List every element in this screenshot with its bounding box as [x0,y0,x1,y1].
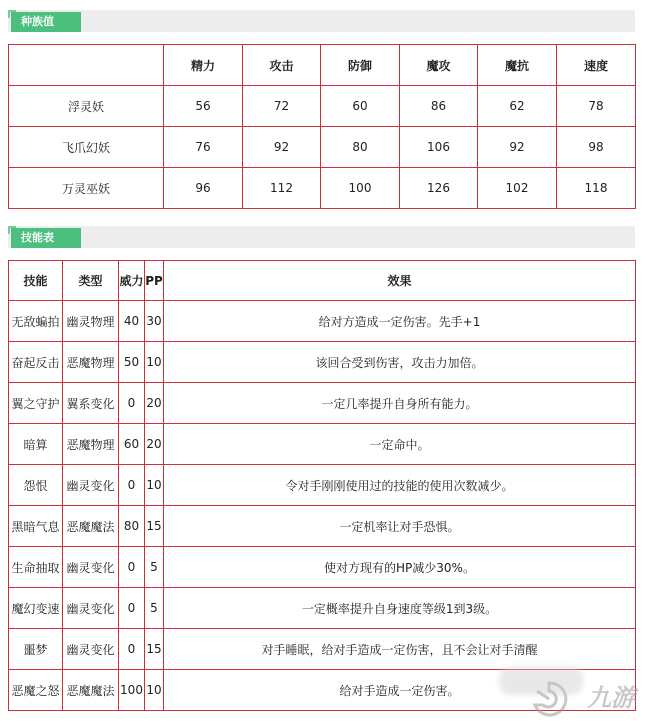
skills-section-header [8,226,635,248]
table-cell: 100 [321,168,400,209]
table-cell: 80 [321,127,400,168]
table-cell: 86 [400,86,478,127]
table-cell: 恶魔物理 [63,424,119,465]
table-cell: 0 [119,629,145,670]
table-cell: 15 [145,506,164,547]
column-header: 技能 [9,261,63,301]
table-cell: 一定概率提升自身速度等级1到3级。 [164,588,636,629]
table-cell: 100 [119,670,145,711]
table-cell: 奋起反击 [9,342,63,383]
base-stats-table [8,44,636,209]
table-cell: 102 [478,168,557,209]
table-cell: 翼之守护 [9,383,63,424]
table-cell: 怨恨 [9,465,63,506]
table-cell: 幽灵变化 [63,629,119,670]
table-cell: 幽灵变化 [63,588,119,629]
table-row [9,465,636,506]
table-row [9,547,636,588]
table-cell: 幽灵变化 [63,547,119,588]
table-header-row [9,45,636,86]
column-header: 威力 [119,261,145,301]
table-cell: 40 [119,301,145,342]
table-cell: 噩梦 [9,629,63,670]
table-cell: 15 [145,629,164,670]
table-row [9,86,636,127]
table-cell: 10 [145,670,164,711]
table-cell: 10 [145,465,164,506]
table-row [9,588,636,629]
table-row [9,342,636,383]
table-cell: 76 [164,127,243,168]
table-cell: 0 [119,383,145,424]
table-cell: 10 [145,342,164,383]
table-row [9,127,636,168]
table-cell: 72 [243,86,321,127]
column-header: 攻击 [243,45,321,86]
table-cell: 黑暗气息 [9,506,63,547]
table-cell: 106 [400,127,478,168]
table-cell: 一定机率让对手恐惧。 [164,506,636,547]
table-cell: 80 [119,506,145,547]
column-header: 魔攻 [400,45,478,86]
table-cell: 60 [321,86,400,127]
column-header: 防御 [321,45,400,86]
column-header: PP [145,261,164,301]
table-cell: 92 [243,127,321,168]
table-cell: 20 [145,424,164,465]
skills-section-title: 技能表 [11,228,81,248]
table-cell: 无敌蝙拍 [9,301,63,342]
table-cell: 生命抽取 [9,547,63,588]
table-cell: 5 [145,547,164,588]
table-row [9,301,636,342]
table-cell: 暗算 [9,424,63,465]
column-header [9,45,164,86]
table-cell: 幽灵变化 [63,465,119,506]
table-cell: 浮灵妖 [9,86,164,127]
stats-section-header [8,10,635,32]
table-cell: 翼系变化 [63,383,119,424]
watermark-text: 九游 [587,684,635,712]
table-cell: 一定几率提升自身所有能力。 [164,383,636,424]
table-cell: 幽灵物理 [63,301,119,342]
column-header: 效果 [164,261,636,301]
table-cell: 20 [145,383,164,424]
table-cell: 飞爪幻妖 [9,127,164,168]
table-cell: 恶魔之怒 [9,670,63,711]
table-cell: 60 [119,424,145,465]
table-cell: 恶魔魔法 [63,506,119,547]
table-cell: 62 [478,86,557,127]
table-cell: 该回合受到伤害，攻击力加倍。 [164,342,636,383]
skills-table [8,260,636,711]
table-row [9,168,636,209]
table-row [9,383,636,424]
table-cell: 78 [557,86,636,127]
table-cell: 对手睡眠，给对手造成一定伤害，且不会让对手清醒 [164,629,636,670]
table-cell: 给对手造成一定伤害。 [164,670,636,711]
table-header-row [9,261,636,301]
table-cell: 0 [119,547,145,588]
table-cell: 118 [557,168,636,209]
table-row [9,506,636,547]
stats-section-title: 种族值 [11,12,81,32]
table-cell: 96 [164,168,243,209]
watermark [489,659,639,719]
table-cell: 给对方造成一定伤害。先手+1 [164,301,636,342]
table-cell: 30 [145,301,164,342]
table-cell: 112 [243,168,321,209]
table-cell: 50 [119,342,145,383]
table-cell: 恶魔物理 [63,342,119,383]
table-cell: 恶魔魔法 [63,670,119,711]
table-cell: 0 [119,465,145,506]
table-cell: 魔幻变速 [9,588,63,629]
column-header: 魔抗 [478,45,557,86]
column-header: 精力 [164,45,243,86]
table-cell: 56 [164,86,243,127]
table-cell: 使对方现有的HP减少30%。 [164,547,636,588]
table-cell: 5 [145,588,164,629]
table-cell: 126 [400,168,478,209]
table-cell: 一定命中。 [164,424,636,465]
jiuyou-logo-icon [529,679,569,719]
table-cell: 0 [119,588,145,629]
table-row [9,424,636,465]
column-header: 类型 [63,261,119,301]
table-cell: 万灵巫妖 [9,168,164,209]
table-cell: 92 [478,127,557,168]
table-cell: 98 [557,127,636,168]
column-header: 速度 [557,45,636,86]
table-cell: 令对手刚刚使用过的技能的使用次数减少。 [164,465,636,506]
